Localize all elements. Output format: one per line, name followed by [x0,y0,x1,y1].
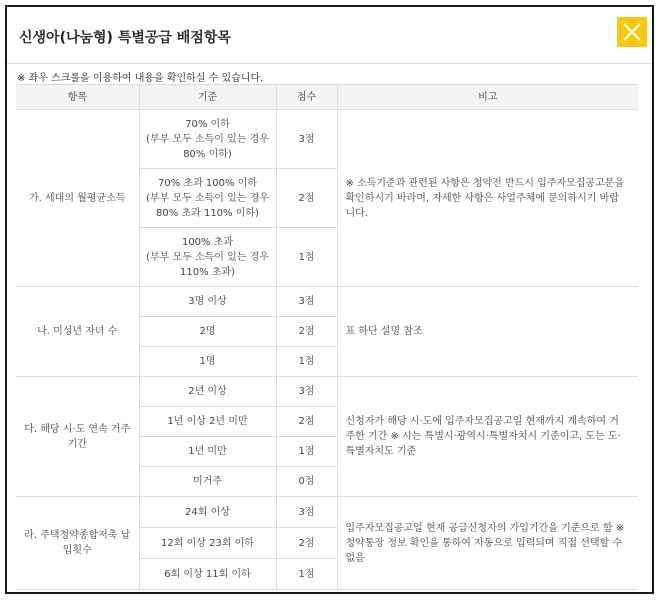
score-cell: 2점 [276,407,337,437]
criteria-cell [139,110,276,169]
category-cell: 라. 주택청약종합저축 납입횟수 [16,497,139,590]
score-cell: 1점 [276,347,337,377]
close-icon [617,17,647,47]
criteria-line: (부부 모두 소득이 있는 경우 [146,192,269,204]
table-row [16,377,638,407]
criteria-line: 100% 초과 [181,236,234,248]
criteria-cell [139,169,276,228]
note-cell: 표 하단 설명 참조 [337,287,638,377]
score-cell: 2점 [276,169,337,228]
criteria-line: 80% 초과 110% 이하) [156,207,259,219]
criteria-cell: 미거주 [139,467,276,497]
criteria-cell: 2명 [139,317,276,347]
score-cell: 3점 [276,110,337,169]
criteria-line: 70% 이하 [185,118,230,130]
score-cell: 1점 [276,437,337,467]
score-cell: 3점 [276,287,337,317]
note-cell: 신청자가 해당 시·도에 입주자모집공고일 현재까지 계속하여 거주한 기간 ※ 시는 특별시·광역시·특별자치시 기준이고, 도는 도·특별자치도 기준 [337,377,638,497]
criteria-cell: 3명 이상 [139,287,276,317]
criteria-cell: 12회 이상 23회 이하 [139,528,276,559]
note-cell: ※ 소득기준과 관련된 사항은 청약전 반드시 입주자모집공고문을 확인하시기 바라며, 자세한 사항은 사업주체에 문의하시기 바랍니다. [337,110,638,287]
category-cell: 나. 미성년 자녀 수 [16,287,139,377]
criteria-cell: 1년 미만 [139,437,276,467]
category-cell: 다. 해당 시·도 연속 거주기간 [16,377,139,497]
score-cell: 3점 [276,377,337,407]
score-table [16,84,638,590]
criteria-cell [139,228,276,287]
table-header-row [16,85,638,110]
table-row [16,497,638,528]
score-cell: 3점 [276,497,337,528]
dialog-title: 신생아(나눔형) 특별공급 배점항목 [19,30,231,46]
criteria-line: (부부 모두 소득이 있는 경우 [146,133,269,145]
criteria-line: (부부 모두 소득이 있는 경우 [146,251,269,263]
table-row [16,110,638,169]
criteria-line: 70% 초과 100% 이하 [158,177,257,189]
score-cell: 2점 [276,317,337,347]
criteria-line: 110% 초과) [180,266,235,278]
close-button[interactable] [617,17,647,47]
header-item: 항목 [16,85,139,110]
criteria-cell: 2년 이상 [139,377,276,407]
dialog-header [7,7,652,64]
header-score: 점수 [276,85,337,110]
criteria-cell: 24회 이상 [139,497,276,528]
score-cell: 1점 [276,559,337,590]
score-items-dialog [5,5,654,594]
score-cell: 2점 [276,528,337,559]
criteria-cell: 6회 이상 11회 이하 [139,559,276,590]
criteria-line: 80% 이하) [183,148,232,160]
score-cell: 1점 [276,228,337,287]
header-note: 비고 [337,85,638,110]
criteria-cell: 1명 [139,347,276,377]
category-cell: 가. 세대의 월평균소득 [16,110,139,287]
criteria-cell: 1년 이상 2년 미만 [139,407,276,437]
scroll-notice: ※ 좌우 스크롤을 이용하여 내용을 확인하실 수 있습니다. [17,73,264,84]
score-cell: 0점 [276,467,337,497]
note-cell: 입주자모집공고일 현재 공급신청자의 가입기간을 기준으로 함 ※ 청약통장 정보 확인을 통하여 자동으로 입력되며 직접 선택할 수 없음 [337,497,638,590]
table-row [16,287,638,317]
header-criteria: 기준 [139,85,276,110]
